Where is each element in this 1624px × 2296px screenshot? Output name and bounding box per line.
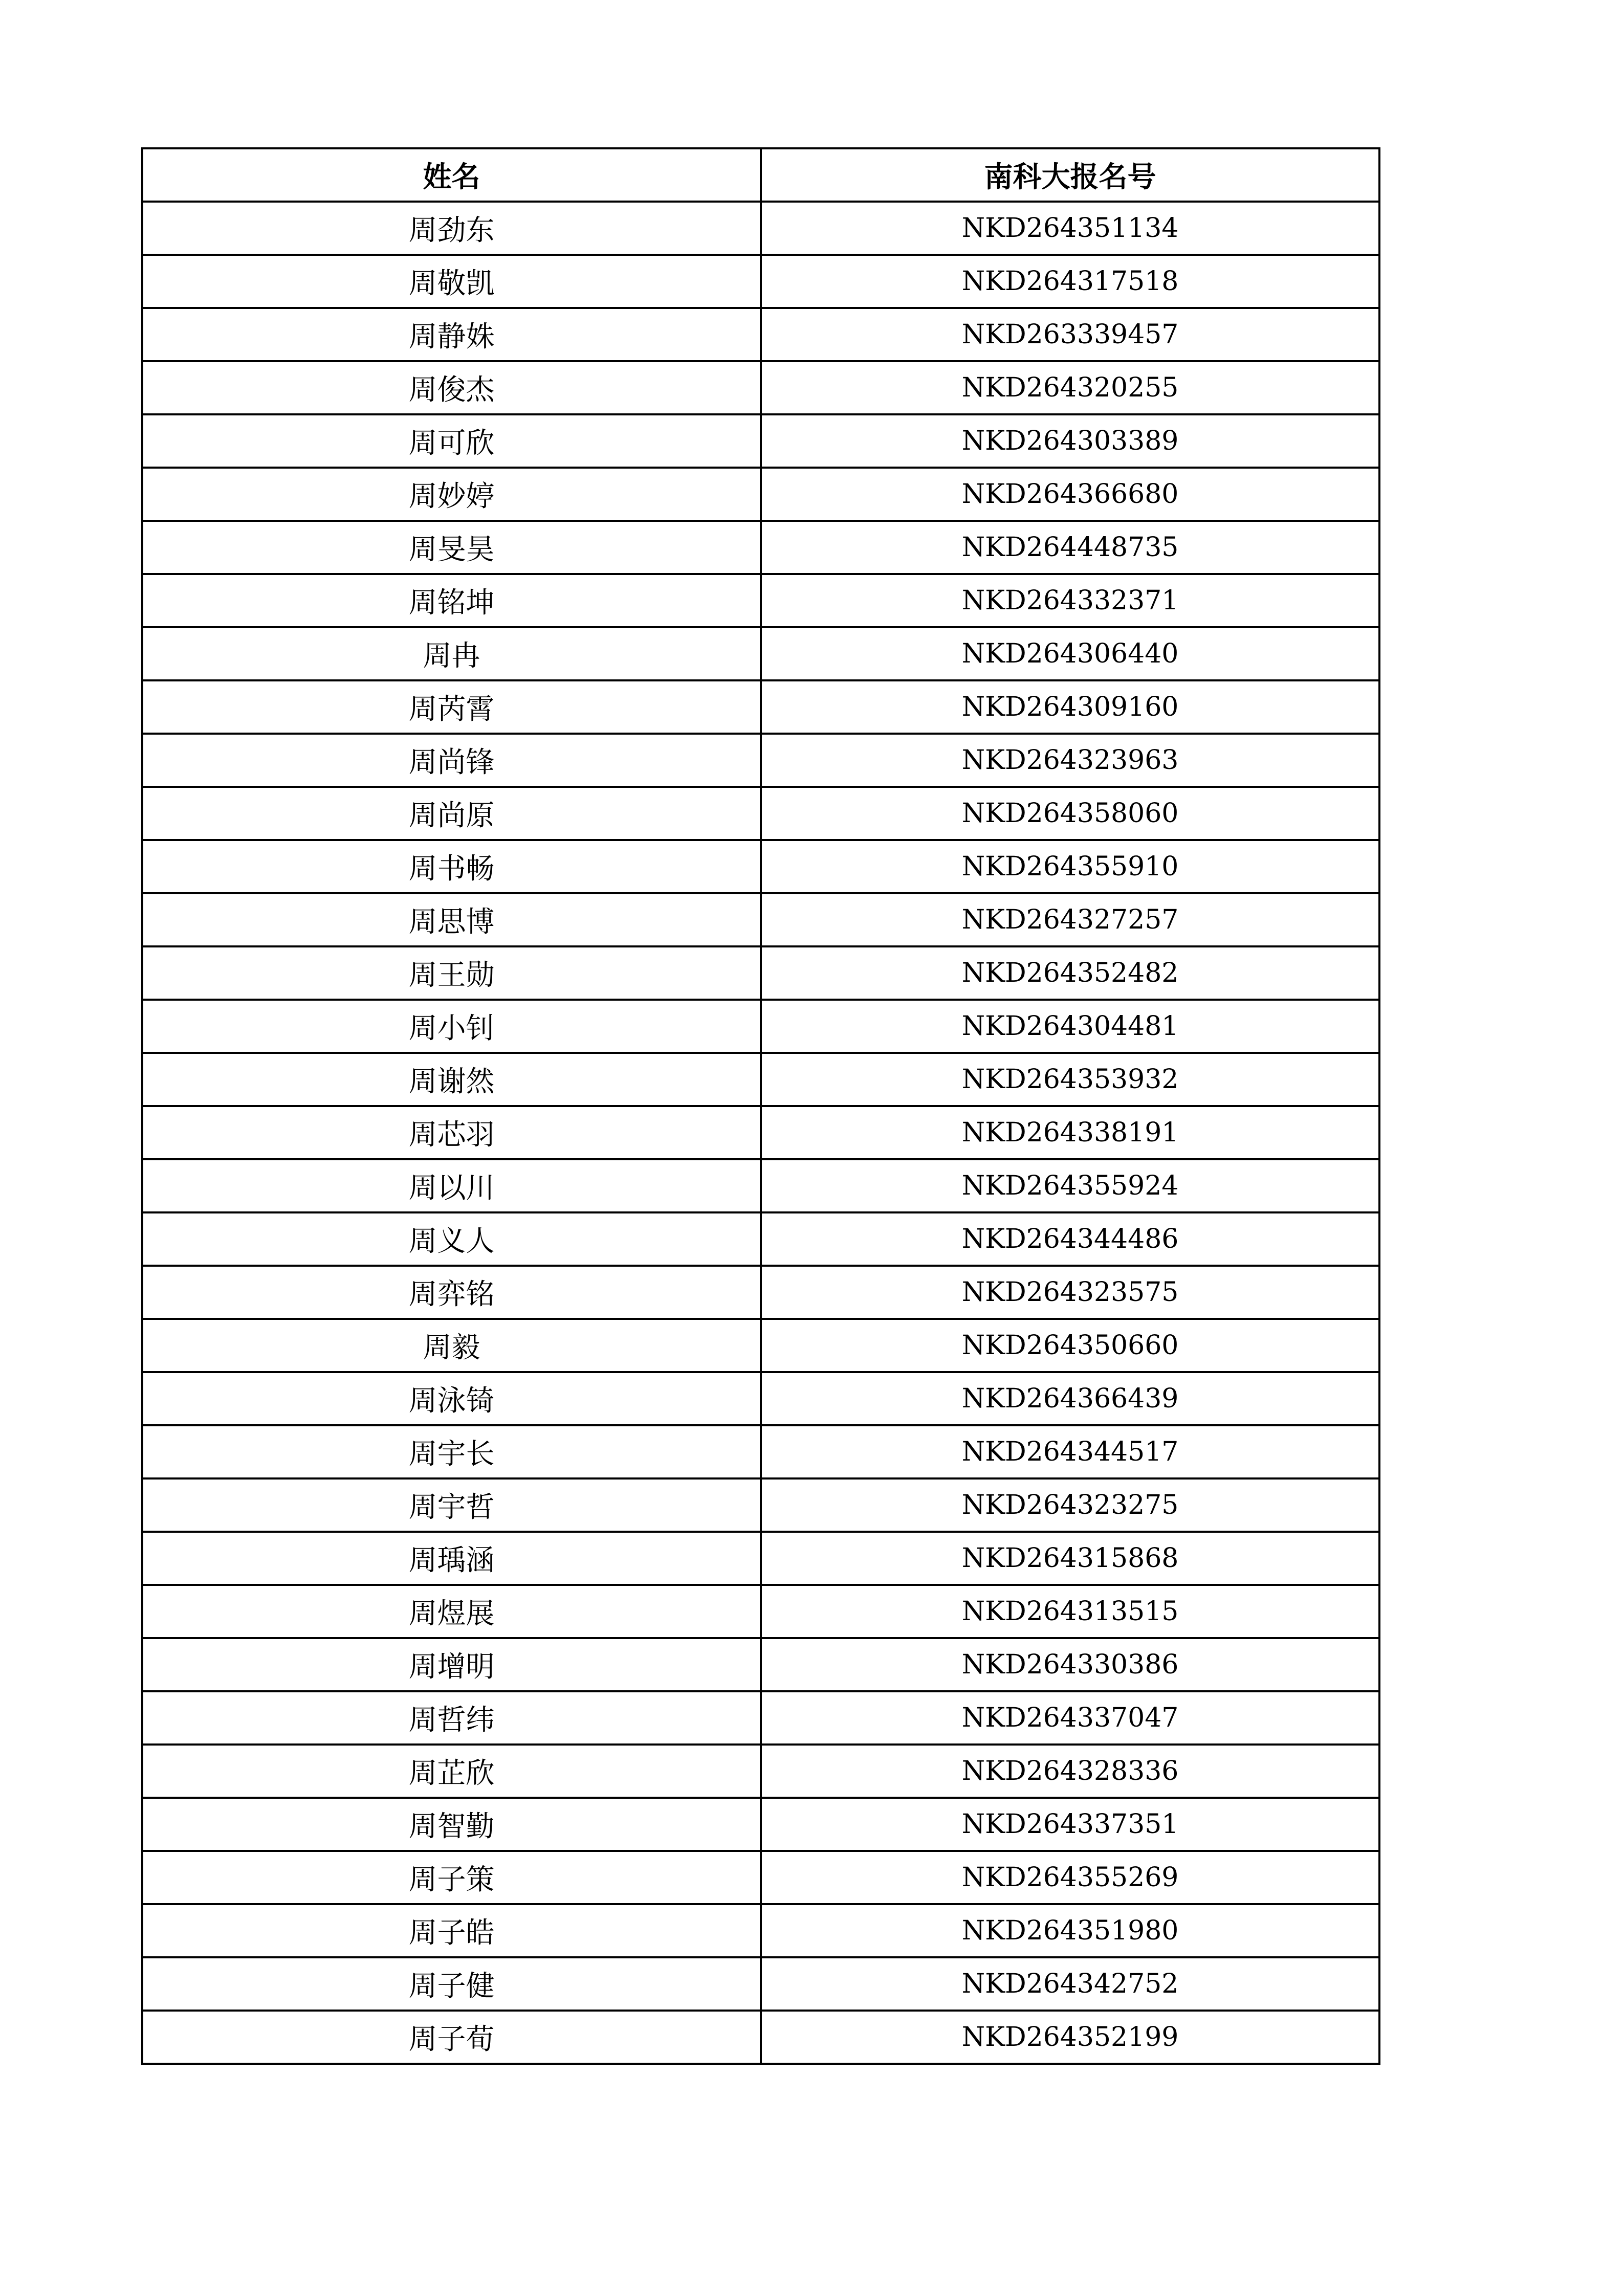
table-row xyxy=(142,893,1379,946)
name-cell: 周尚锋 xyxy=(142,734,761,787)
table-row xyxy=(142,1478,1379,1532)
name-cell: 周尚原 xyxy=(142,787,761,840)
name-cell: 周子健 xyxy=(142,1957,761,2011)
registration-id-cell: NKD264323575 xyxy=(761,1266,1379,1319)
table-row xyxy=(142,1532,1379,1585)
name-cell: 周谢然 xyxy=(142,1053,761,1106)
table-row xyxy=(142,361,1379,414)
registration-id-cell: NKD264304481 xyxy=(761,1000,1379,1053)
registration-id-cell: NKD264306440 xyxy=(761,627,1379,680)
registration-id-cell: NKD264352199 xyxy=(761,2011,1379,2064)
registration-id-cell: NKD264351134 xyxy=(761,202,1379,255)
registration-id-cell: NKD264320255 xyxy=(761,361,1379,414)
table-row xyxy=(142,255,1379,308)
table-row xyxy=(142,2011,1379,2064)
header-row xyxy=(142,148,1379,202)
registration-id-cell: NKD263339457 xyxy=(761,308,1379,361)
name-cell: 周瑀涵 xyxy=(142,1532,761,1585)
table-row xyxy=(142,1053,1379,1106)
registration-id-cell: NKD264358060 xyxy=(761,787,1379,840)
name-cell: 周王勋 xyxy=(142,946,761,1000)
header-registration-id: 南科大报名号 xyxy=(761,148,1379,202)
name-cell: 周泳锜 xyxy=(142,1372,761,1425)
registration-id-cell: NKD264342752 xyxy=(761,1957,1379,2011)
registration-id-cell: NKD264344486 xyxy=(761,1212,1379,1266)
name-cell: 周义人 xyxy=(142,1212,761,1266)
registration-id-cell: NKD264323963 xyxy=(761,734,1379,787)
table-row xyxy=(142,308,1379,361)
registration-id-cell: NKD264353932 xyxy=(761,1053,1379,1106)
registration-id-cell: NKD264355910 xyxy=(761,840,1379,893)
registration-id-cell: NKD264355269 xyxy=(761,1851,1379,1904)
name-cell: 周敬凯 xyxy=(142,255,761,308)
registration-id-cell: NKD264332371 xyxy=(761,574,1379,627)
table-row xyxy=(142,414,1379,468)
name-cell: 周宇长 xyxy=(142,1425,761,1478)
table-row xyxy=(142,1638,1379,1691)
name-cell: 周思博 xyxy=(142,893,761,946)
registration-id-cell: NKD264338191 xyxy=(761,1106,1379,1159)
table-row xyxy=(142,1904,1379,1957)
registration-id-cell: NKD264317518 xyxy=(761,255,1379,308)
name-cell: 周铭坤 xyxy=(142,574,761,627)
registration-id-cell: NKD264355924 xyxy=(761,1159,1379,1212)
table-row xyxy=(142,787,1379,840)
registration-id-cell: NKD264323275 xyxy=(761,1478,1379,1532)
registration-id-cell: NKD264309160 xyxy=(761,680,1379,734)
registration-id-cell: NKD264327257 xyxy=(761,893,1379,946)
table-row xyxy=(142,680,1379,734)
table-row xyxy=(142,1691,1379,1745)
registration-id-cell: NKD264313515 xyxy=(761,1585,1379,1638)
registration-id-cell: NKD264328336 xyxy=(761,1745,1379,1798)
table-header xyxy=(142,148,1379,202)
name-cell: 周弈铭 xyxy=(142,1266,761,1319)
table-row xyxy=(142,1106,1379,1159)
name-cell: 周旻昊 xyxy=(142,521,761,574)
registration-id-cell: NKD264337047 xyxy=(761,1691,1379,1745)
table-row xyxy=(142,1745,1379,1798)
name-cell: 周小钊 xyxy=(142,1000,761,1053)
registration-id-cell: NKD264352482 xyxy=(761,946,1379,1000)
name-cell: 周以川 xyxy=(142,1159,761,1212)
table-row xyxy=(142,1798,1379,1851)
name-cell: 周智勤 xyxy=(142,1798,761,1851)
table-row xyxy=(142,1212,1379,1266)
table-row xyxy=(142,1266,1379,1319)
registration-id-cell: NKD264366680 xyxy=(761,468,1379,521)
name-cell: 周书畅 xyxy=(142,840,761,893)
table-row xyxy=(142,1319,1379,1372)
name-cell: 周芮霄 xyxy=(142,680,761,734)
registration-id-cell: NKD264337351 xyxy=(761,1798,1379,1851)
table-row xyxy=(142,627,1379,680)
name-cell: 周宇哲 xyxy=(142,1478,761,1532)
table-row xyxy=(142,1159,1379,1212)
registration-id-cell: NKD264303389 xyxy=(761,414,1379,468)
table-body xyxy=(142,202,1379,2064)
name-cell: 周芯羽 xyxy=(142,1106,761,1159)
table-row xyxy=(142,202,1379,255)
table-row xyxy=(142,1425,1379,1478)
table-row xyxy=(142,1372,1379,1425)
name-cell: 周芷欣 xyxy=(142,1745,761,1798)
name-cell: 周俊杰 xyxy=(142,361,761,414)
name-cell: 周子荀 xyxy=(142,2011,761,2064)
table-row xyxy=(142,734,1379,787)
registration-id-cell: NKD264344517 xyxy=(761,1425,1379,1478)
name-cell: 周煜展 xyxy=(142,1585,761,1638)
registration-id-cell: NKD264330386 xyxy=(761,1638,1379,1691)
table-row xyxy=(142,1585,1379,1638)
name-cell: 周可欣 xyxy=(142,414,761,468)
name-cell: 周冉 xyxy=(142,627,761,680)
table-row xyxy=(142,574,1379,627)
registration-id-cell: NKD264350660 xyxy=(761,1319,1379,1372)
name-cell: 周子策 xyxy=(142,1851,761,1904)
table-row xyxy=(142,468,1379,521)
table-row xyxy=(142,1957,1379,2011)
name-cell: 周增明 xyxy=(142,1638,761,1691)
registration-id-cell: NKD264351980 xyxy=(761,1904,1379,1957)
registration-id-cell: NKD264448735 xyxy=(761,521,1379,574)
name-cell: 周子皓 xyxy=(142,1904,761,1957)
name-cell: 周毅 xyxy=(142,1319,761,1372)
name-cell: 周静姝 xyxy=(142,308,761,361)
table-row xyxy=(142,946,1379,1000)
table-row xyxy=(142,1851,1379,1904)
table-row xyxy=(142,1000,1379,1053)
name-cell: 周妙婷 xyxy=(142,468,761,521)
name-cell: 周哲纬 xyxy=(142,1691,761,1745)
table-row xyxy=(142,840,1379,893)
table-row xyxy=(142,521,1379,574)
name-cell: 周劲东 xyxy=(142,202,761,255)
header-name: 姓名 xyxy=(142,148,761,202)
registration-id-cell: NKD264366439 xyxy=(761,1372,1379,1425)
roster-table xyxy=(141,147,1380,2065)
registration-id-cell: NKD264315868 xyxy=(761,1532,1379,1585)
